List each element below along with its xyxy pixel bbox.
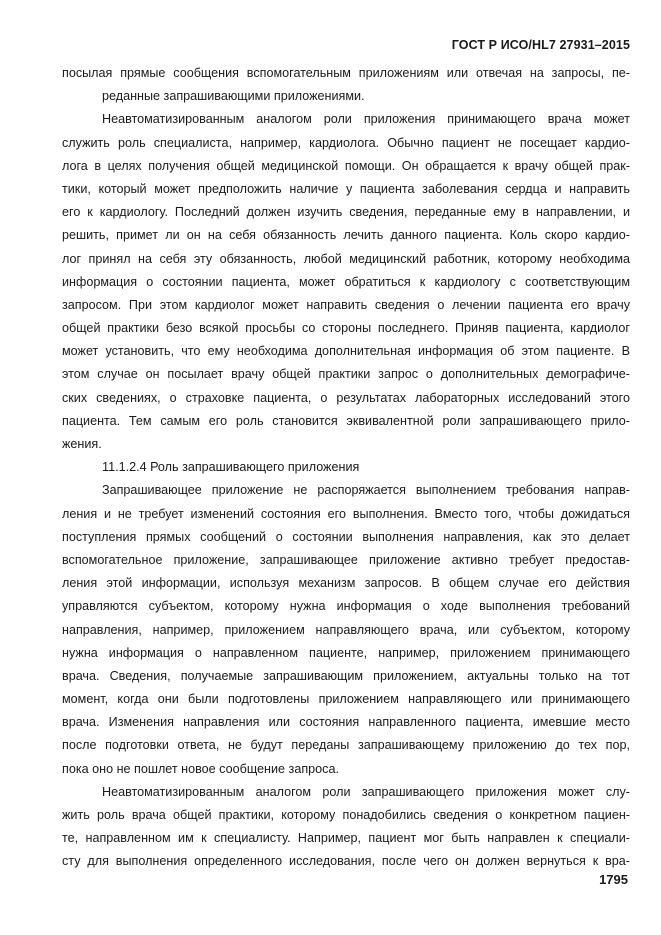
text-line: реданные запрашивающими приложениями. (102, 89, 365, 104)
text-line: врача. Изменения направления или состояния направленного пациента, имевшие место (62, 715, 630, 730)
text-line: лог принял на себя эту обязанность, любой медицинский работник, которому необходима (62, 251, 630, 266)
text-line: после подготовки ответа, не будут переданы запрашивающему приложению до тех пор, (62, 738, 630, 753)
text-line: этом случае он посылает врачу общей практики запрос о дополнительных демографиче- (62, 367, 630, 382)
text-line: поступления прямых сообщений о состоянии выполнения направления, как это делает (62, 529, 630, 544)
text-line: тики, который может предположить наличие у пациента заболевания сердца и направить (62, 181, 630, 196)
text-line: его к кардиологу. Последний должен изучить сведения, переданные ему в направлении, и (62, 205, 630, 220)
section-heading: 11.1.2.4 Роль запрашивающего приложения (102, 460, 360, 475)
text-line: пока оно не пошлет новое сообщение запроса. (62, 761, 339, 776)
text-line: пациента. Тем самым его роль становится эквивалентной роли запрашивающего прило- (62, 413, 630, 428)
text-line: врача. Сведения, получаемые запрашивающим приложением, актуальны только на тот (62, 668, 630, 683)
text-line: управляются субъектом, которому нужна информация о ходе выполнения требований (62, 599, 630, 614)
text-line: ских сведениях, о страховке пациента, о результатах лабораторных исследований этого (62, 390, 630, 405)
text-line: служить роль специалиста, например, кардиолога. Обычно пациент не посещает кардио- (62, 135, 630, 150)
page-number: 1795 (599, 872, 628, 887)
paragraph-start-line: Запрашивающее приложение не распоряжается выполнением требования направ- (102, 483, 630, 498)
text-line: направления, например, приложением направляющего врача, или субъектом, которому (62, 622, 630, 637)
text-line: жить роль врача общей практики, которому понадобились сведения о конкретном пациен- (62, 808, 630, 822)
text-line: запросом. При этом кардиолог может направить сведения о лечении пациента его врачу (62, 297, 630, 312)
text-line: жения. (62, 437, 102, 451)
paragraph-start-line: Неавтоматизированным аналогом роли приложения принимающего врача может (102, 112, 630, 127)
text-line: вспомогательное приложение, запрашивающее приложение активно требует предостав- (62, 552, 630, 567)
text-line: решить, примет ли он на себя обязанность лечить данного пациента. Коль скоро кардио- (62, 228, 630, 243)
document-header: ГОСТ Р ИСО/HL7 27931–2015 (451, 38, 630, 52)
text-line: информация о состоянии пациента, может обратиться к кардиологу с соответствующим (62, 274, 630, 289)
text-line: ления и не требует изменений состояния его выполнения. Вместо того, чтобы дожидаться (62, 506, 630, 521)
text-line: сту для выполнения определенного исследования, после чего он должен вернуться к вра- (62, 854, 630, 869)
text-line: может установить, что ему необходима дополнительная информация об этом пациенте. В (62, 344, 630, 359)
document-body (62, 62, 630, 874)
text-line: посылая прямые сообщения вспомогательным приложениям или отвечая на запросы, пе- (62, 66, 630, 80)
text-line: момент, когда они были подготовлены приложением направляющего или принимающего (62, 692, 630, 707)
paragraph-start-line: Неавтоматизированным аналогом роли запрашивающего приложения может слу- (102, 784, 630, 799)
text-line: общей практики безо всякой просьбы со стороны последнего. Приняв пациента, кардиолог (62, 321, 630, 336)
text-line: нужна информация о направленном пациенте, например, приложением принимающего (62, 645, 630, 660)
text-line: ления этой информации, используя механизм запросов. В общем случае его действия (62, 576, 630, 591)
text-line: те, направленном им к специалисту. Например, пациент мог быть направлен к специали- (62, 831, 630, 846)
text-line: лога в целях получения общей медицинской помощи. Он обращается к врачу общей прак- (62, 158, 630, 173)
